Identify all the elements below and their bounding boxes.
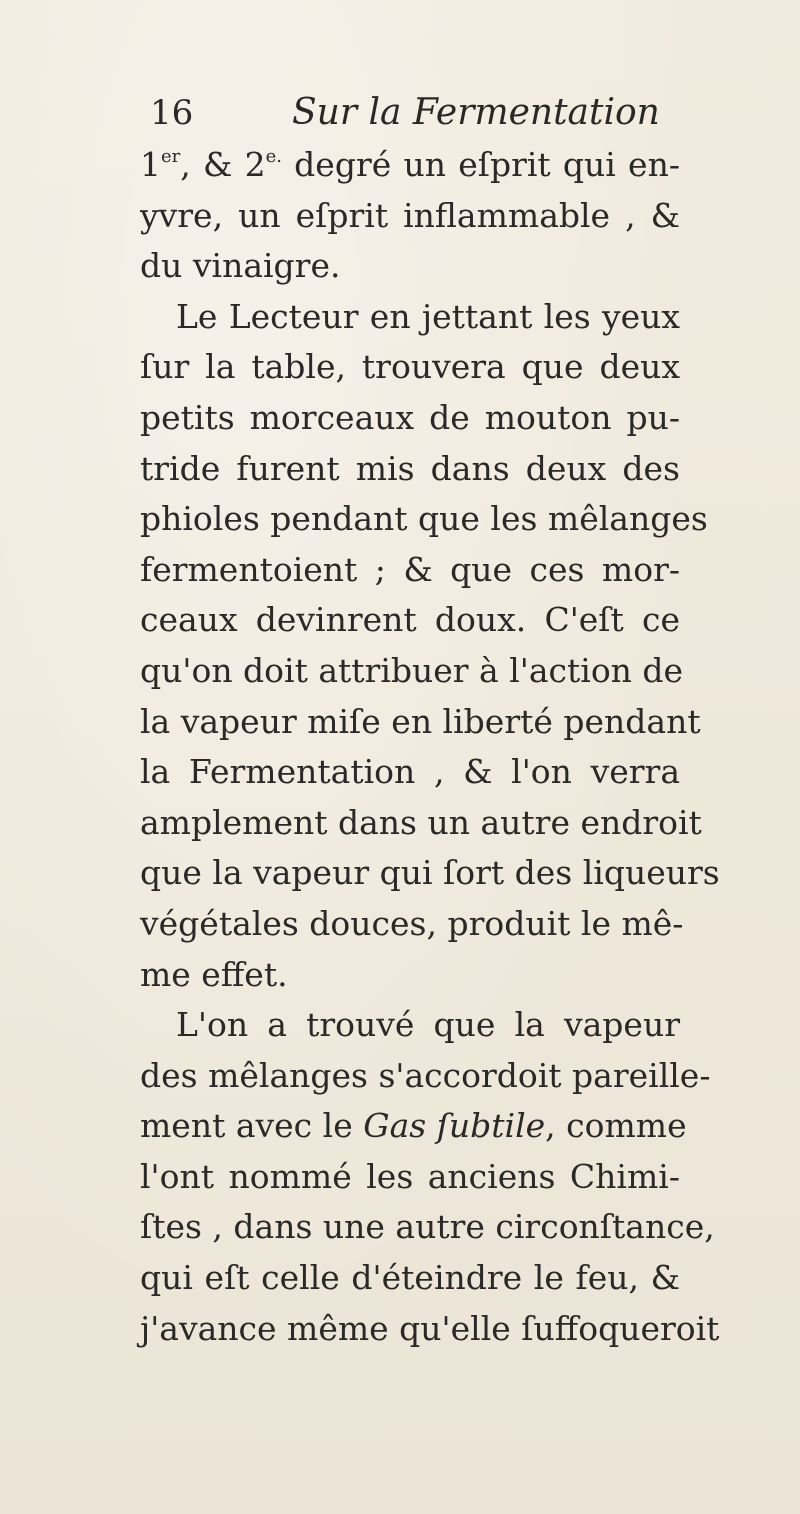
text-line: fermentoient ; & que ces mor- <box>140 549 680 589</box>
text-line: des mêlanges s'accordoit pareille- <box>140 1055 711 1095</box>
italic-term: Gas ſubtile <box>363 1106 546 1146</box>
text-line: me effet. <box>140 954 288 994</box>
text-line: ceaux devinrent doux. C'eſt ce <box>140 600 680 640</box>
text-line: amplement dans un autre endroit <box>140 802 702 842</box>
text-line: ment avec le Gas ſubtile, comme <box>140 1106 687 1146</box>
text-line: Le Lecteur en jettant les yeux <box>176 296 680 336</box>
text-line: phioles pendant que les mêlanges <box>140 499 708 539</box>
text-line: la Fermentation , & l'on verra <box>140 752 680 792</box>
text-line: ſur la table, trouvera que deux <box>140 347 680 387</box>
text-line: végétales douces, produit le mê- <box>140 903 684 943</box>
body-text <box>140 140 720 1354</box>
text-line: tride furent mis dans deux des <box>140 448 680 488</box>
page-header <box>150 88 670 138</box>
text-line: qu'on doit attribuer à l'action de <box>140 650 684 690</box>
text-line: l'ont nommé les anciens Chimi- <box>140 1156 680 1196</box>
page-number: 16 <box>150 93 194 133</box>
text-line: qui eſt celle d'éteindre le feu, & <box>140 1258 680 1298</box>
text-line: la vapeur miſe en liberté pendant <box>140 701 701 741</box>
text-line: du vinaigre. <box>140 246 341 286</box>
text-line: petits morceaux de mouton pu- <box>140 397 680 437</box>
text-line: ſtes , dans une autre circonſtance, <box>140 1207 715 1247</box>
text-line: que la vapeur qui ſort des liqueurs <box>140 853 720 893</box>
text-line: j'avance même qu'elle ſuffoqueroit <box>140 1308 720 1348</box>
text-line: L'on a trouvé que la vapeur <box>176 1005 680 1045</box>
text-line: 1er, & $2^{e.}$ degré un eſprit qui en- <box>140 145 680 184</box>
text-line: yvre, un eſprit inflammable , & <box>140 195 680 235</box>
running-head: Sur la Fermentation <box>292 92 660 133</box>
